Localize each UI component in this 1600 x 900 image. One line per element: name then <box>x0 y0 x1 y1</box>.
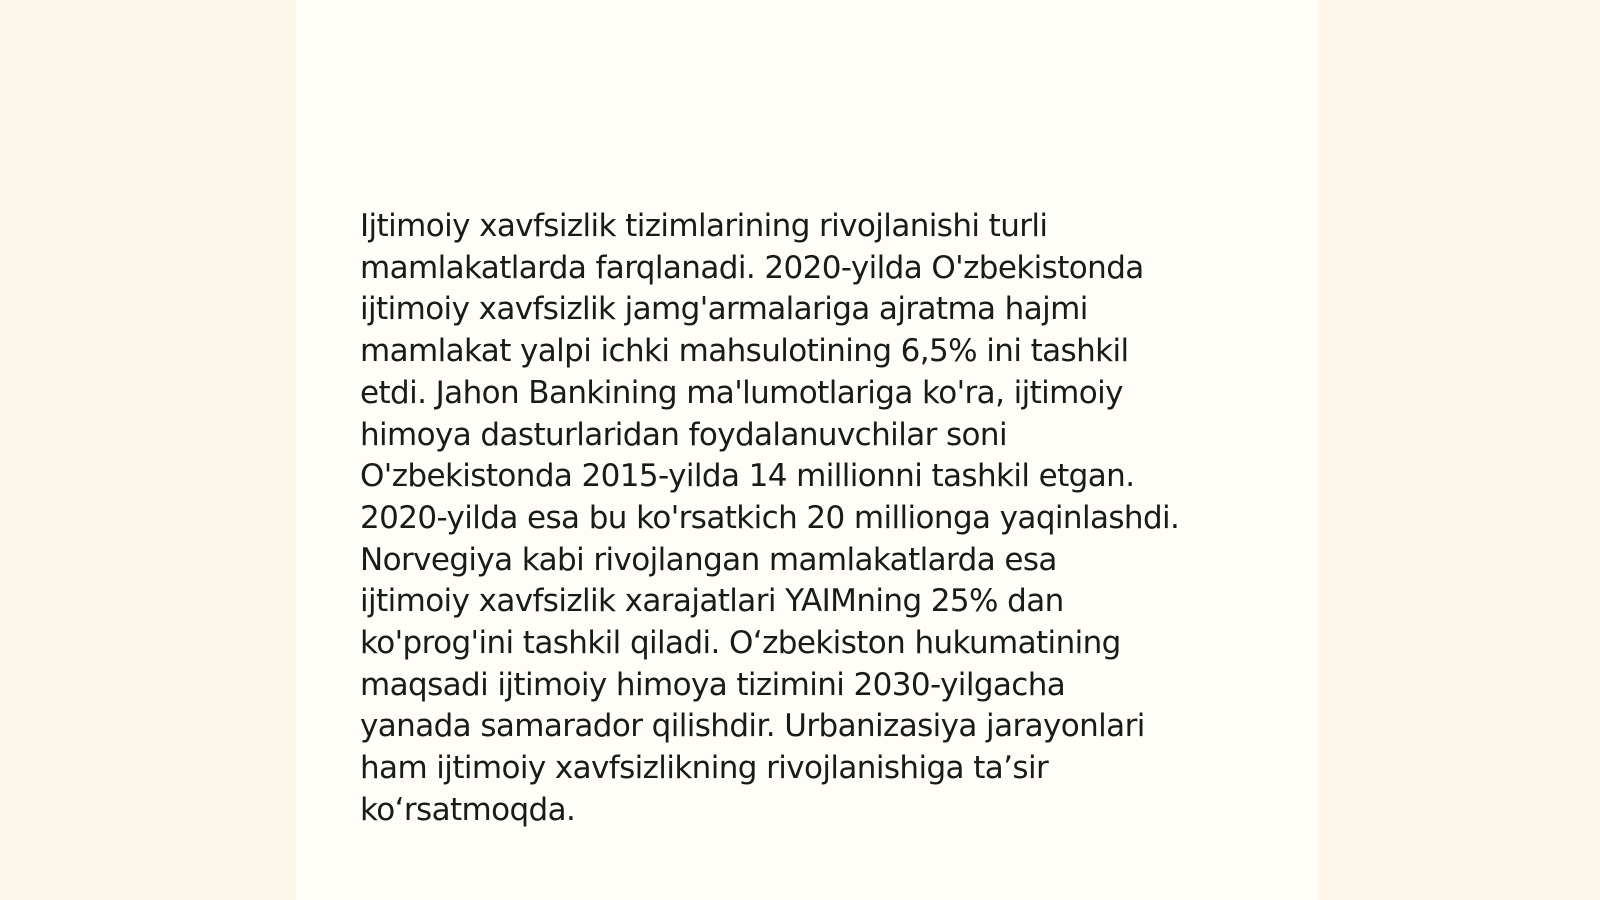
paragraph-line: etdi. Jahon Bankining ma'lumotlariga ko'ra, ijtimoiy <box>360 374 1123 411</box>
paragraph-line: ijtimoiy xavfsizlik jamg'armalariga ajratma hajmi <box>360 291 1088 328</box>
paragraph-line: mamlakat yalpi ichki mahsulotining 6,5% ini tashkil <box>360 333 1129 370</box>
paragraph-line: himoya dasturlaridan foydalanuvchilar soni <box>360 416 1007 453</box>
paragraph-line: yanada samarador qilishdir. Urbanizasiya jarayonlari <box>360 708 1145 745</box>
paragraph-line: maqsadi ijtimoiy himoya tizimini 2030-yilgacha <box>360 666 1066 703</box>
paragraph-line: O'zbekistonda 2015-yilda 14 millionni tashkil etgan. <box>360 458 1135 495</box>
paragraph-line: Norvegiya kabi rivojlangan mamlakatlarda esa <box>360 541 1057 578</box>
paragraph-line: Ijtimoiy xavfsizlik tizimlarining rivojlanishi turli <box>360 208 1048 244</box>
document-page <box>296 0 1318 900</box>
paragraph-line: ko'prog'ini tashkil qiladi. O‘zbekiston hukumatining <box>360 625 1121 662</box>
paragraph-line: 2020-yilda esa bu ko'rsatkich 20 millionga yaqinlashdi. <box>360 499 1180 536</box>
body-paragraph <box>360 206 1260 832</box>
paragraph-line: ijtimoiy xavfsizlik xarajatlari YAIMning 25% dan <box>360 583 1064 620</box>
paragraph-line: ham ijtimoiy xavfsizlikning rivojlanishiga ta’sir <box>360 750 1049 787</box>
paragraph-line: mamlakatlarda farqlanadi. 2020-yilda O'zbekistonda <box>360 249 1144 286</box>
paragraph-line: ko‘rsatmoqda. <box>360 791 576 828</box>
